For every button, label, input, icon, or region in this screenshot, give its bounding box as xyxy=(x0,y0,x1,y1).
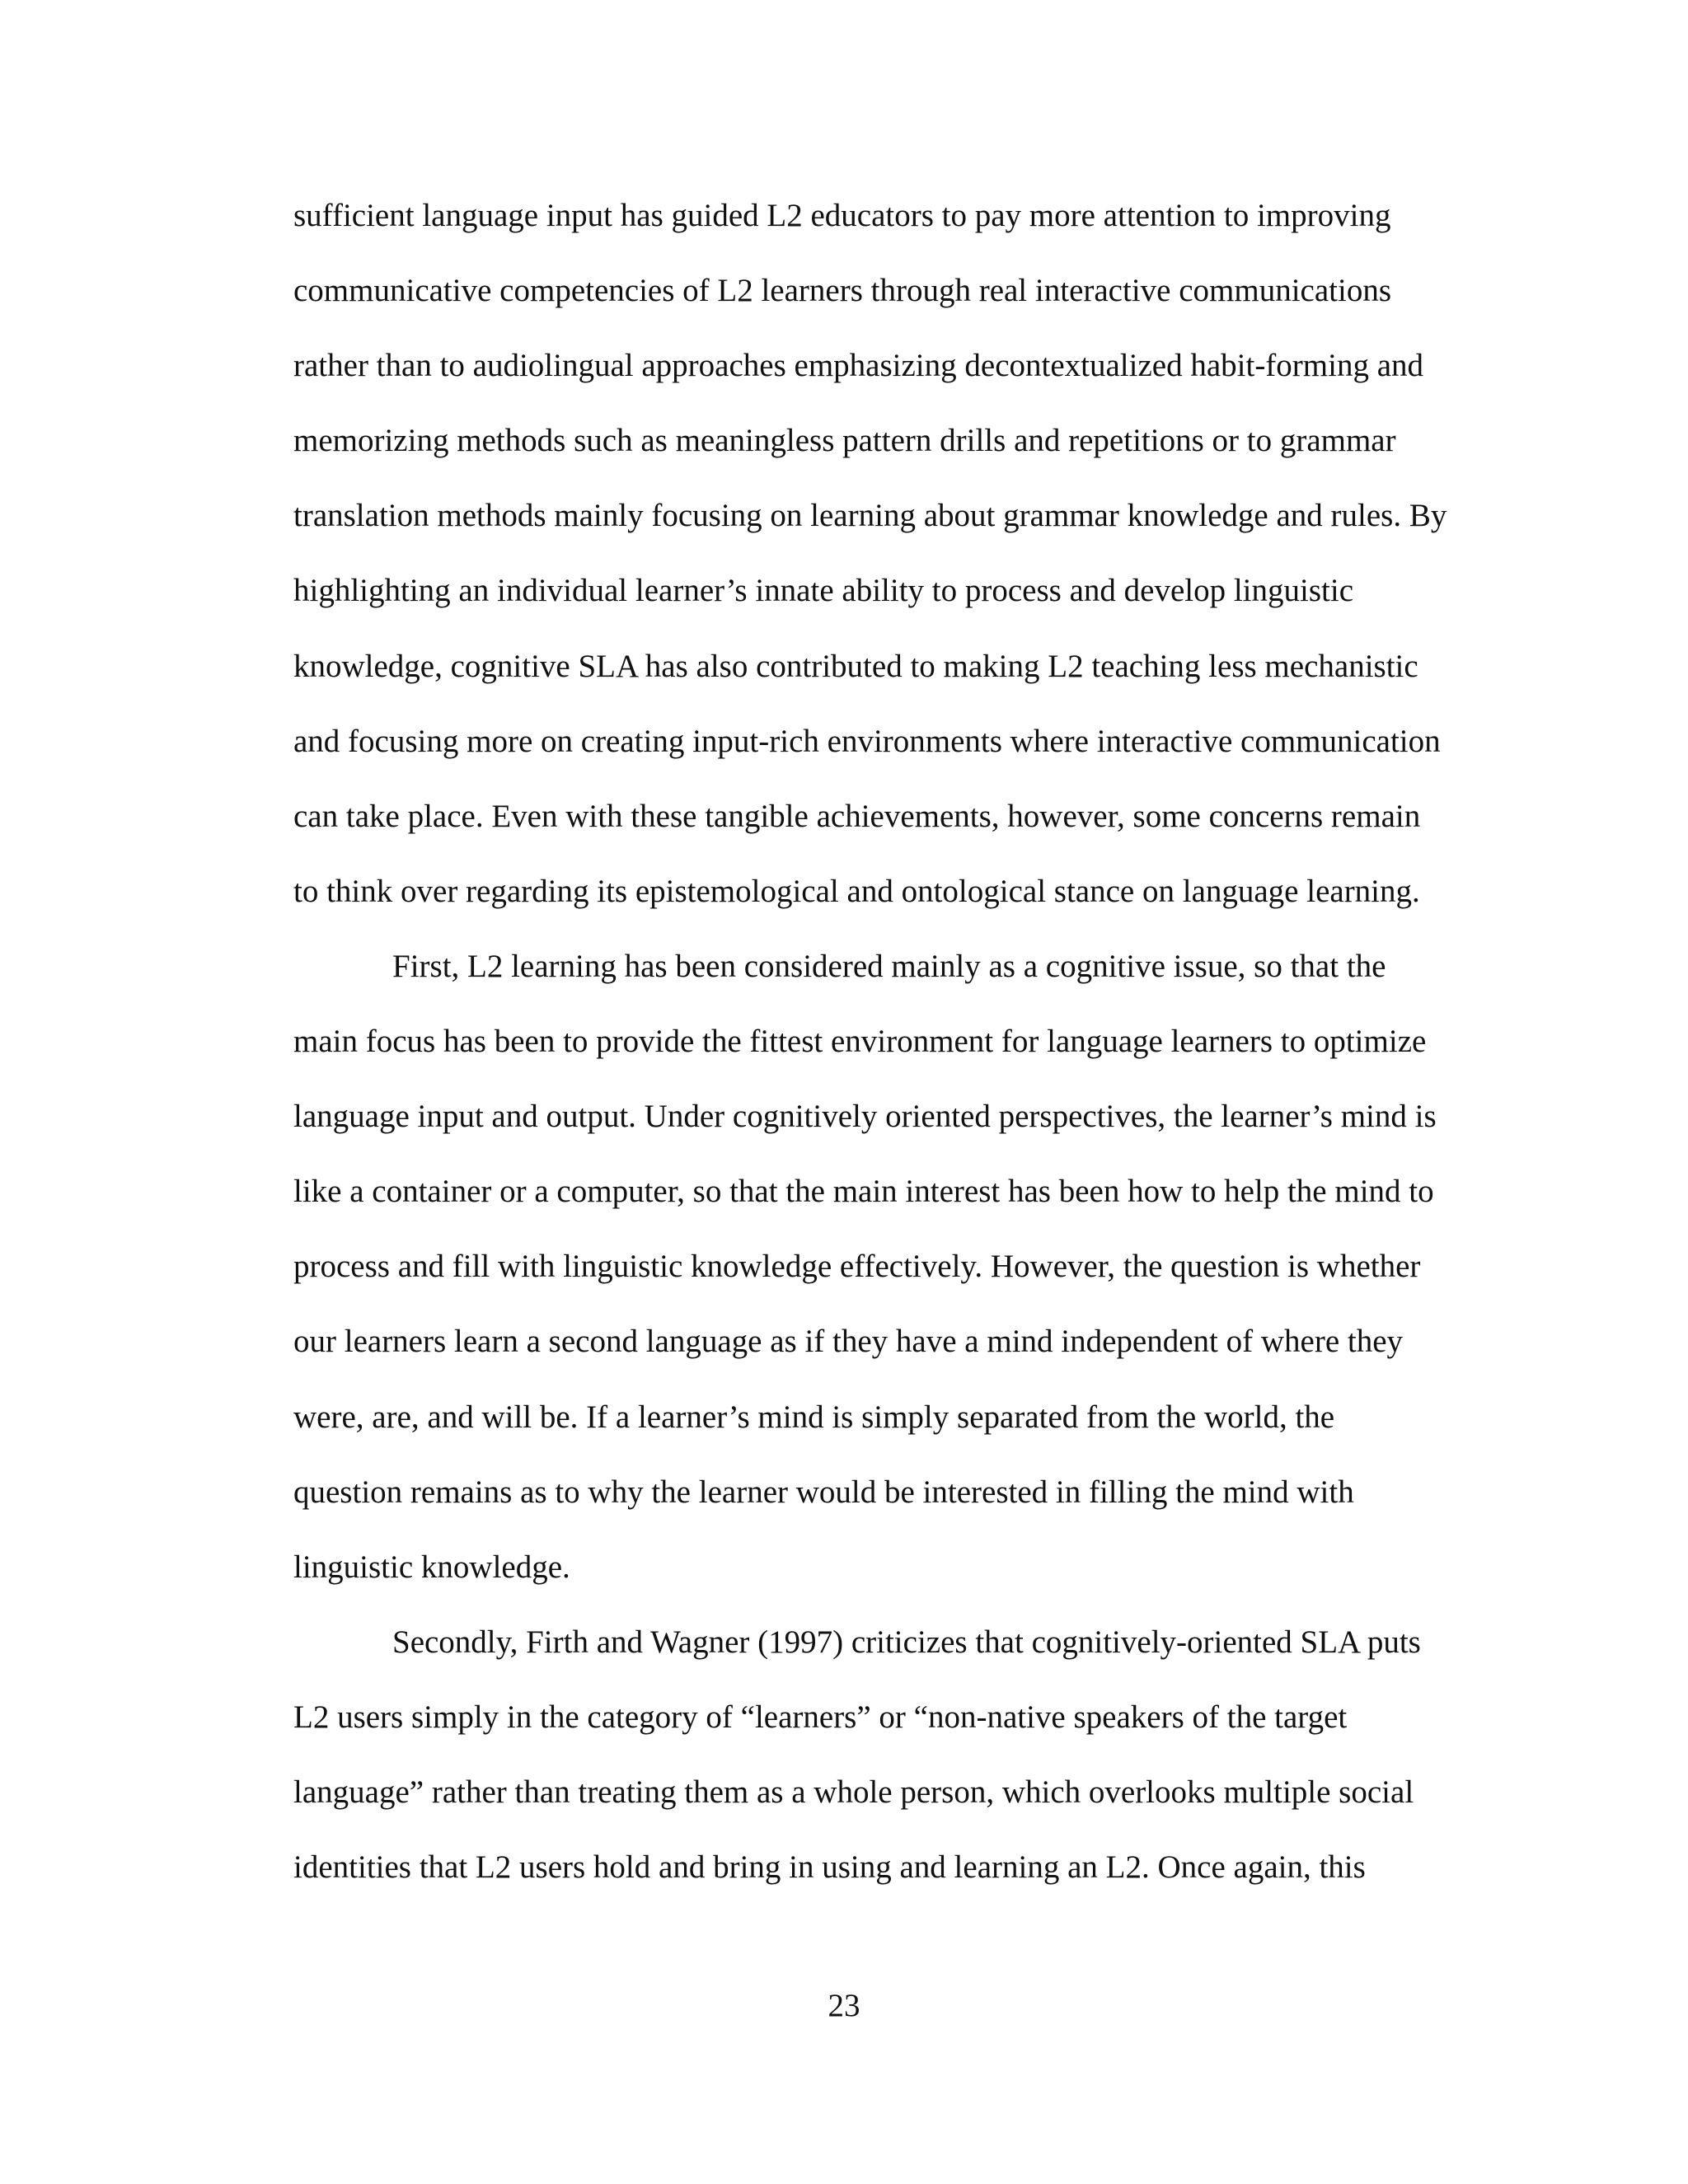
text-line: sufficient language input has guided L2 educators to pay more attention to improving xyxy=(293,198,1391,233)
text-line: L2 users simply in the category of “learners” or “non-native speakers of the target xyxy=(293,1699,1348,1735)
text-line: communicative competencies of L2 learners through real interactive communications xyxy=(293,273,1391,309)
text-line: like a container or a computer, so that the main interest has been how to help the mind to xyxy=(293,1174,1434,1210)
text-line: main focus has been to provide the fittest environment for language learners to optimize xyxy=(293,1024,1427,1060)
text-line: process and fill with linguistic knowledge effectively. However, the question is whether xyxy=(293,1249,1421,1285)
text-line: question remains as to why the learner would be interested in filling the mind with xyxy=(293,1474,1354,1510)
text-line: to think over regarding its epistemological and ontological stance on language learning. xyxy=(293,873,1420,909)
text-line: language” rather than treating them as a whole person, which overlooks multiple social xyxy=(293,1774,1414,1810)
page-number: 23 xyxy=(828,1988,860,2023)
text-line: can take place. Even with these tangible achievements, however, some concerns remain xyxy=(293,798,1421,834)
text-line: language input and output. Under cognitively oriented perspectives, the learner’s mind is xyxy=(293,1099,1437,1135)
paragraph-first-line: First, L2 learning has been considered mainly as a cognitive issue, so that the xyxy=(392,948,1386,984)
text-line: highlighting an individual learner’s innate ability to process and develop linguistic xyxy=(293,573,1354,609)
body-text xyxy=(293,188,1480,1915)
text-line: memorizing methods such as meaningless pattern drills and repetitions or to grammar xyxy=(293,423,1396,459)
text-line: were, are, and will be. If a learner’s mind is simply separated from the world, the xyxy=(293,1399,1335,1435)
text-line: knowledge, cognitive SLA has also contributed to making L2 teaching less mechanistic xyxy=(293,648,1418,684)
text-line: our learners learn a second language as if they have a mind independent of where they xyxy=(293,1324,1404,1360)
text-line: translation methods mainly focusing on learning about grammar knowledge and rules. By xyxy=(293,498,1447,534)
text-line: identities that L2 users hold and bring in using and learning an L2. Once again, this xyxy=(293,1849,1366,1886)
paragraph-first-line: Secondly, Firth and Wagner (1997) criticizes that cognitively-oriented SLA puts xyxy=(392,1624,1421,1660)
text-line: linguistic knowledge. xyxy=(293,1549,570,1585)
text-line: and focusing more on creating input-rich environments where interactive communication xyxy=(293,723,1441,759)
text-line: rather than to audiolingual approaches emphasizing decontextualized habit-forming and xyxy=(293,348,1424,384)
